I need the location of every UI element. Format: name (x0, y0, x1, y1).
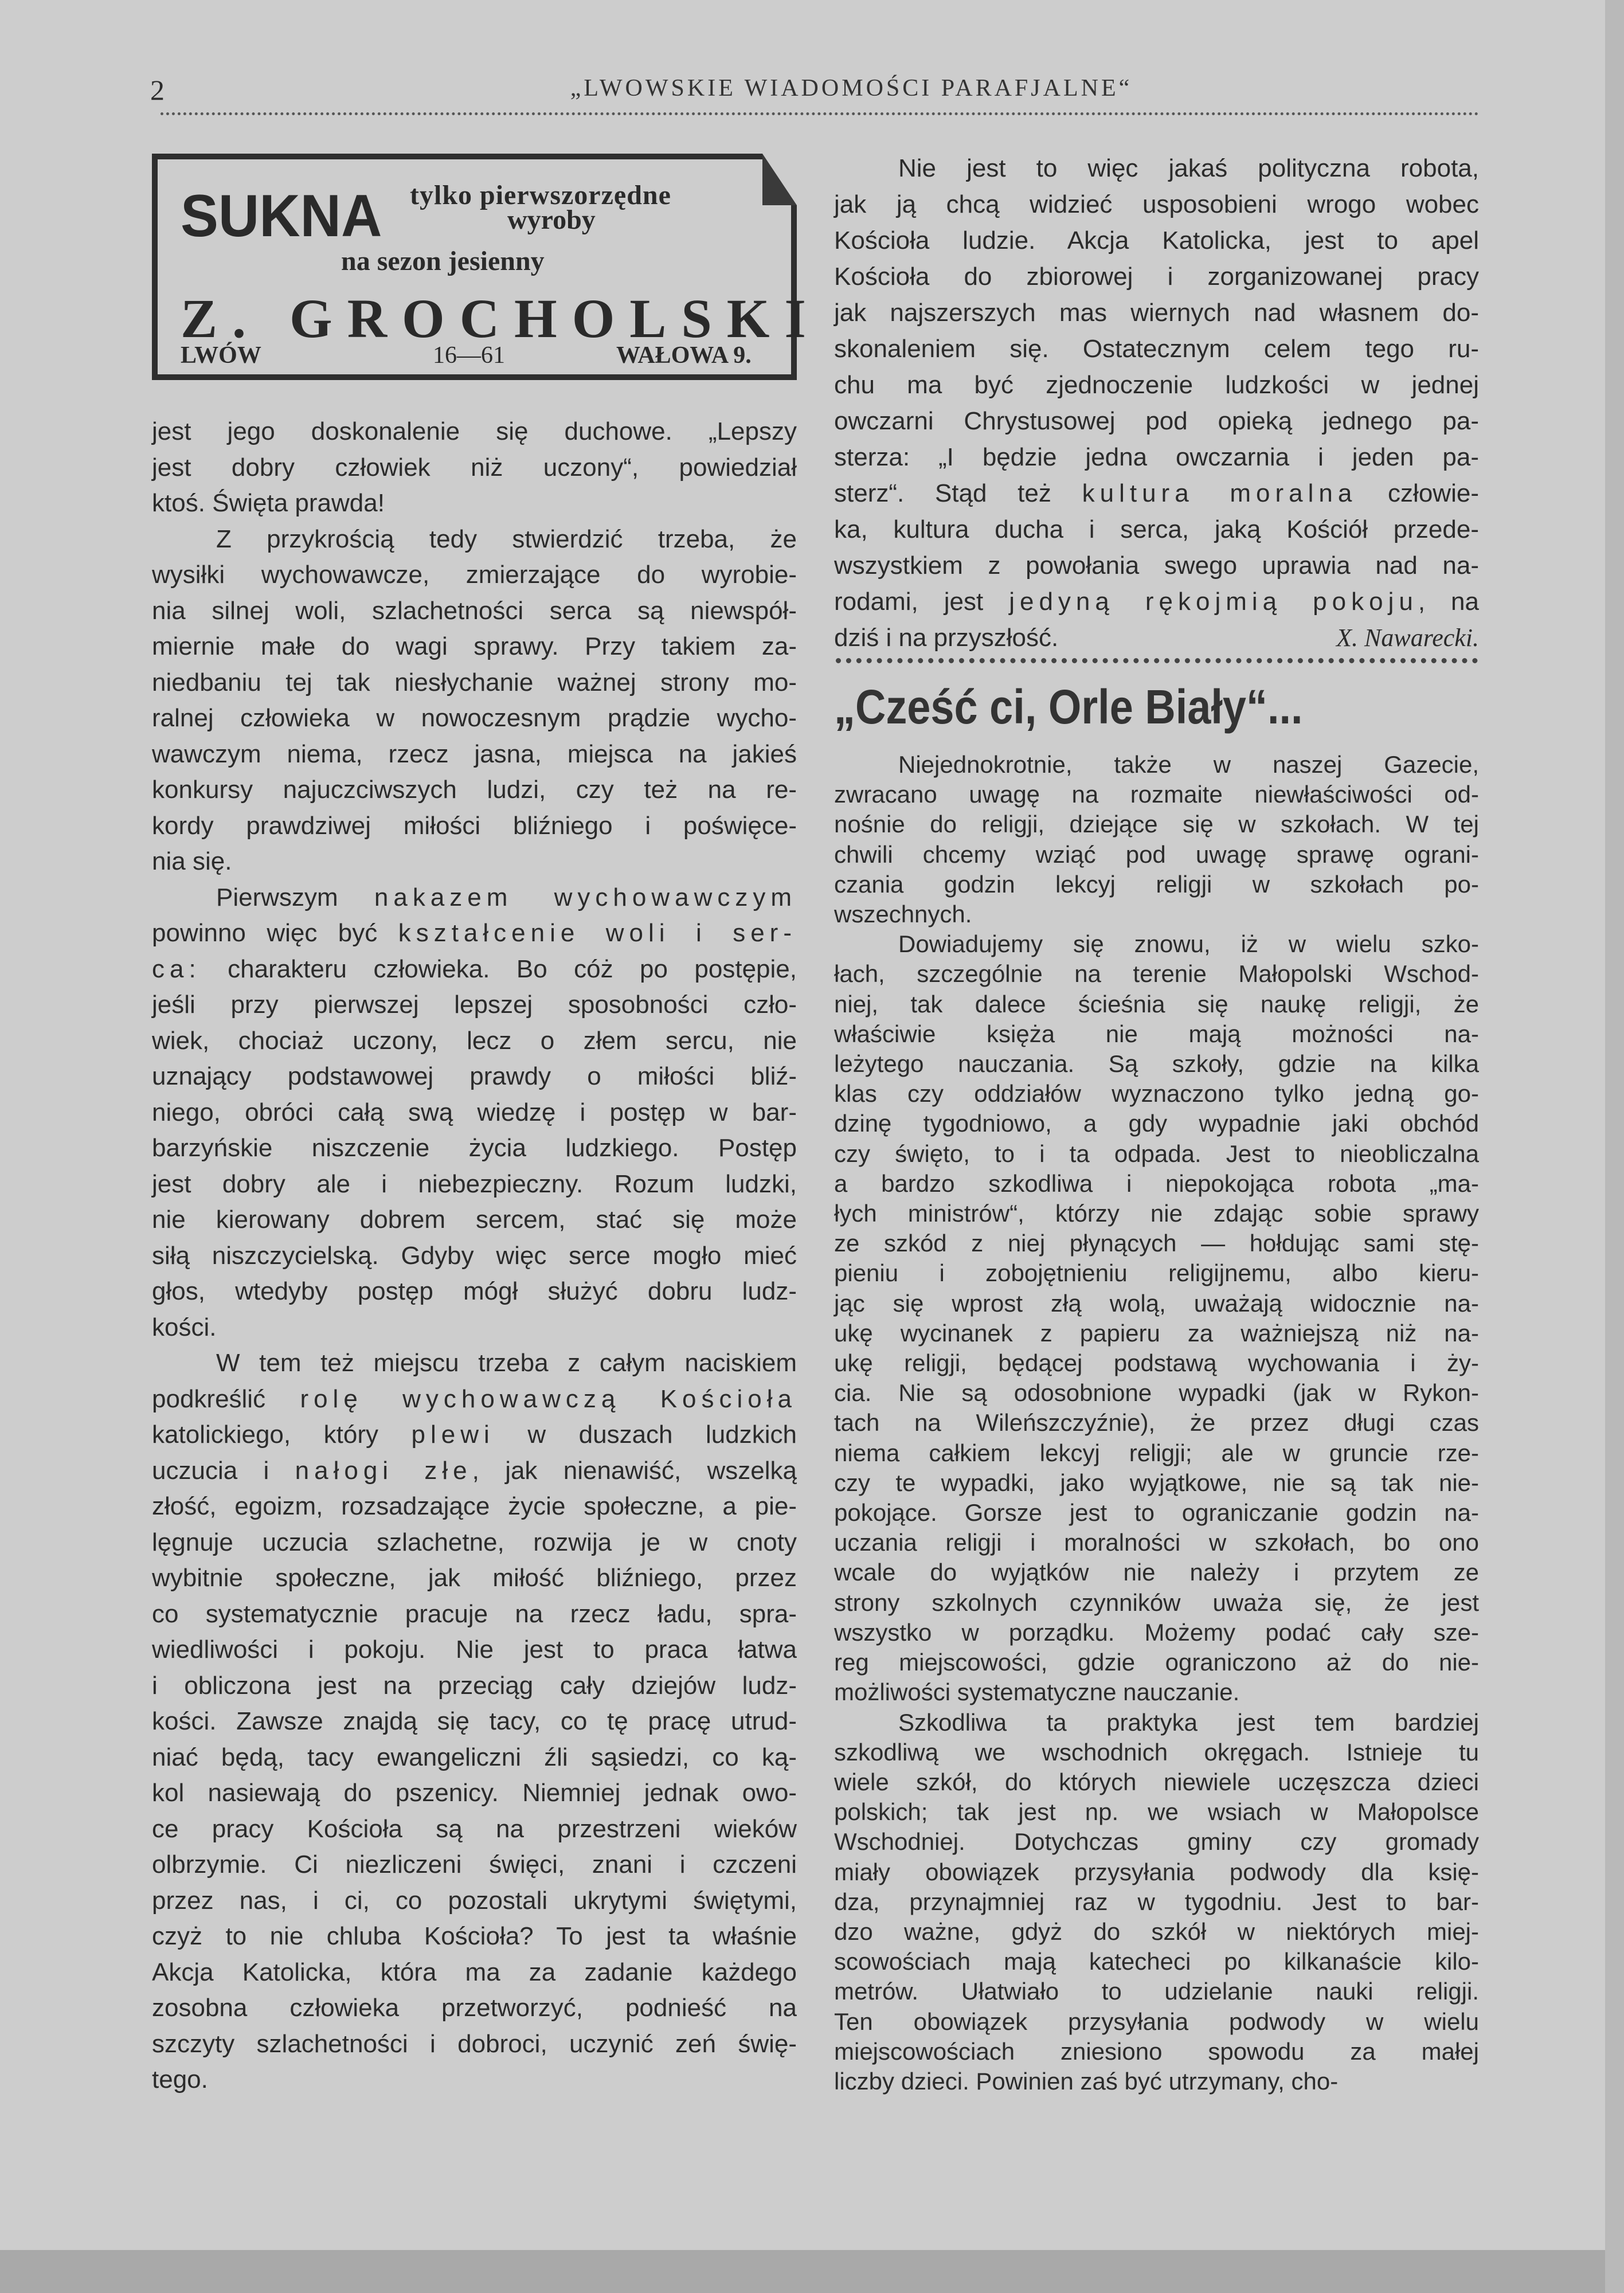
text-segment: Pierwszym (216, 883, 374, 911)
text-line: jest jego doskonalenie się duchowe. „Lepszy (152, 417, 797, 445)
text-line: Z przykrością tedy stwierdzić trzeba, że (216, 525, 797, 553)
text-line: ka, kultura ducha i serca, jaką Kościół przede- (834, 515, 1479, 543)
text-line: nia silnej woli, szlachetności serca są niewspół- (152, 596, 797, 625)
text-line (834, 620, 1479, 656)
text-line: kości. Zawsze znajdą się tacy, co tę pracę utrud- (152, 1707, 797, 1735)
text-line: i obliczona jest na przeciąg cały dziejów ludz- (152, 1671, 797, 1700)
ad-phone: 16—61 (433, 342, 505, 369)
text-line: łych ministrów“, którzy nie zdając sobie sprawy (834, 1200, 1479, 1227)
text-line: nia się. (152, 847, 232, 875)
text-line: wcale do wyjątków nie należy i przytem ze (834, 1559, 1479, 1586)
text-line: czyż to nie chluba Kościoła? To jest ta właśnie (152, 1922, 797, 1950)
text-segment: rodami, jest (834, 588, 1009, 616)
text-line: sterza: „I będzie jedna owczarnia i jeden pa- (834, 443, 1479, 471)
text-line: wszechnych. (834, 901, 972, 928)
text-line: Ten obowiązek przysyłania podwody w wielu (834, 2008, 1479, 2035)
text-line: wiele szkół, do których niewiele uczęszcza dzieci (834, 1768, 1479, 1795)
text-line: łach, szczególnie na terenie Małopolski Wschod- (834, 960, 1479, 988)
text-line: jeśli przy pierwszej lepszej sposobności czło- (152, 991, 797, 1019)
header-rule (161, 112, 1479, 115)
text-line: miały obowiązek przysyłania podwody dla księ- (834, 1858, 1479, 1885)
page-number: 2 (150, 74, 165, 106)
text-line: wybitnie społeczne, jak miłość bliźniego, przez (152, 1564, 797, 1592)
text-segment: charakteru człowieka. Bo cóż po postępie, (201, 954, 797, 983)
text-line: strony szkolnych czynników uważa się, że jest (834, 1588, 1479, 1616)
text-line: uznający podstawowej prawdy o miłości bliź- (152, 1062, 797, 1090)
text-line: niego, obróci całą swą wiedzę i postęp w bar- (152, 1098, 797, 1126)
text-line: wysiłki wychowawcze, zmierzające do wyrobie- (152, 561, 797, 589)
text-line: ukę wycinanek z papieru za ważniejszą niż na- (834, 1319, 1479, 1347)
text-line: tach na Wileńszczyźnie), że przez długi czas (834, 1409, 1479, 1437)
spaced-emphasis: nałogi złe (295, 1456, 472, 1485)
text-line: ralnej człowieka w nowoczesnym prądzie wycho- (152, 704, 797, 732)
text-segment: , na (1418, 588, 1480, 616)
spaced-emphasis: ca: (152, 954, 201, 983)
text-segment: katolickiego, który (152, 1421, 412, 1449)
text-line: wszystko w porządku. Możemy podać cały sze- (834, 1618, 1479, 1646)
text-line: polskich; tak jest np. we wsiach w Małopolsce (834, 1798, 1479, 1826)
text-line (152, 952, 797, 988)
text-line: jak najszerszych mas wiernych nad własnem do- (834, 299, 1479, 327)
text-line: Nie jest to więc jakaś polityczna robota, (898, 154, 1479, 182)
spaced-emphasis: jedyną rękojmią pokoju (1009, 588, 1418, 616)
folded-corner-icon (762, 154, 797, 205)
spaced-emphasis: rolę wychowawczą Kościoła (300, 1384, 797, 1413)
text-line: czy święto, to i ta odpada. Jest to nieobliczalna (834, 1140, 1479, 1167)
text-line (152, 915, 797, 952)
text-line: miejscowościach zniesiono spowodu za małej (834, 2037, 1479, 2065)
text-line: pieniu i zobojętnieniu religijnemu, albo kieru- (834, 1259, 1479, 1287)
text-line: olbrzymie. Ci niezliczeni święci, znani i czczeni (152, 1850, 797, 1879)
text-line (152, 880, 797, 916)
text-line: ktoś. Święta prawda! (152, 489, 385, 517)
text-line: Niejednokrotnie, także w naszej Gazecie, (898, 751, 1479, 778)
text-line: zosobna człowieka przetworzyć, podnieść na (152, 1994, 797, 2022)
text-line: jest dobry człowiek niż uczony“, powiedział (152, 453, 797, 482)
spaced-emphasis: kultura moralna (1082, 479, 1357, 507)
text-line (834, 584, 1479, 620)
text-line: co systematycznie pracuje na rzecz ładu, spra- (152, 1599, 797, 1628)
text-segment: w duszach ludzkich (494, 1421, 797, 1449)
text-line: kości. (152, 1313, 217, 1341)
text-line (152, 1417, 797, 1453)
text-line: lęgnuje uczucia szlachetne, rozwija je w cnoty (152, 1528, 797, 1556)
text-line (152, 1453, 797, 1489)
text-line: jak ją chcą widzieć usposobieni wrogo wobec (834, 190, 1479, 218)
text-line: uczania religji i moralności w szkołach, bo ono (834, 1529, 1479, 1556)
text-line: wiek, chociaż uczony, lecz o złem sercu, nie (152, 1026, 797, 1055)
text-line: ze szkód z niej płynących — hołdując sami stę- (834, 1230, 1479, 1257)
advertisement-box (152, 154, 821, 380)
text-line (834, 475, 1479, 511)
text-line: ukę religji, będącej podstawą wychowania i ży- (834, 1349, 1479, 1377)
text-line: szkodliwą we wschodnich okręgach. Istnieje tu (834, 1738, 1479, 1766)
text-segment: dziś i na przyszłość. (834, 624, 1059, 652)
page-edge-shadow (0, 2250, 1624, 2293)
text-line: niema całkiem lekcyj religji; ale w gruncie rze- (834, 1439, 1479, 1466)
text-line: pokojące. Gorsze jest to ograniczanie godzin na- (834, 1499, 1479, 1527)
text-line: dzinę tygodniowo, a gdy wypadnie jaki obchód (834, 1110, 1479, 1137)
text-line: Dowiadujemy się znowu, iż w wielu szko- (898, 930, 1479, 958)
text-line: konkursy najuczciwszych ludzi, czy też na re- (152, 776, 797, 804)
text-line: kol nasiewają do pszenicy. Niemniej jednak owo- (152, 1779, 797, 1807)
text-line: siłą niszczycielską. Gdyby więc serce mogło mieć (152, 1241, 797, 1270)
text-line: owczarni Chrystusowej pod opieką jednego pa- (834, 407, 1479, 435)
text-line: jest dobry ale i niebezpieczny. Rozum ludzki, (152, 1169, 797, 1198)
left-column-text (152, 414, 797, 2098)
text-line: złość, egoizm, rozsadzające życie społeczne, a pie- (152, 1492, 797, 1520)
ad-address: WAŁOWA 9. (616, 342, 752, 369)
text-line: wiedliwości i pokoju. Nie jest to praca łatwa (152, 1635, 797, 1664)
text-line: Kościoła ludzie. Akcja Katolicka, jest to apel (834, 226, 1479, 255)
text-line: a bardzo szkodliwa i niepokojąca robota „ma- (834, 1169, 1479, 1197)
text-line: jąc się wprost złą wolą, uważają widocznie na- (834, 1289, 1479, 1317)
text-segment: , jak nienawiść, wszelką (472, 1456, 797, 1485)
text-line: czania godzin lekcyj religji w szkołach po- (834, 870, 1479, 898)
text-line: W tem też miejscu trzeba z całym naciskiem (216, 1349, 797, 1377)
text-line: leżytego nauczania. Są szkoły, gdzie na kilka (834, 1050, 1479, 1078)
text-line: niedbaniu tej tak niesłychanie ważnej strony mo- (152, 668, 797, 696)
text-line: reg miejscowości, gdzie ograniczono aż do nie- (834, 1649, 1479, 1676)
text-line: możliwości systematyczne nauczanie. (834, 1678, 1240, 1706)
page-edge-shadow-right (1605, 0, 1624, 2293)
text-line: chu ma być zjednoczenie ludzkości w jednej (834, 371, 1479, 399)
text-line: Akcja Katolicka, która ma za zadanie każdego (152, 1958, 797, 1986)
text-line: scowościach mają katecheci po kilkanaście kilo- (834, 1948, 1479, 1975)
ad-line1: tylko pierwszorzędne (410, 180, 671, 210)
spaced-emphasis: nakazem wychowawczym (374, 883, 797, 911)
text-line: zwracano uwagę na rozmaite niewłaściwości od- (834, 781, 1479, 808)
text-line: barzyńskie niszczenie życia ludzkiego. Postęp (152, 1134, 797, 1162)
text-line: szczyty szlachetności i dobroci, uczynić zeń świę- (152, 2029, 797, 2058)
text-line: niać będą, tacy ewangeliczni źli sąsiedzi, co ką- (152, 1743, 797, 1771)
text-line: niej, tak dalece ścieśnia się naukę religji, że (834, 990, 1479, 1018)
text-segment: sterz“. Stąd też (834, 479, 1082, 507)
ad-headline: SUKNA (181, 183, 382, 249)
text-segment: uczucia i (152, 1456, 295, 1485)
text-line: nie kierowany dobrem sercem, stać się może (152, 1206, 797, 1234)
text-line: wawczym niema, rzecz jasna, miejsca na jakieś (152, 739, 797, 768)
text-segment: człowie- (1357, 479, 1479, 507)
right-column-article-text (834, 750, 1479, 2096)
text-line: nośnie do religji, dziejące się w szkołach. W tej (834, 811, 1479, 838)
text-line: dzo ważne, gdyż do szkół w niektórych miej- (834, 1918, 1479, 1945)
text-line: skonaleniem się. Ostatecznym celem tego ru- (834, 335, 1479, 363)
text-line: miernie małe do wagi sprawy. Przy takiem za- (152, 632, 797, 660)
spaced-emphasis: plewi (411, 1421, 495, 1449)
text-line: liczby dzieci. Powinien zaś być utrzymany, cho- (834, 2067, 1339, 2095)
ad-city: LWÓW (181, 342, 261, 369)
text-line: właściwie księża nie mają możności na- (834, 1020, 1479, 1047)
ad-firm-name: Z. GROCHOLSKI (181, 288, 821, 349)
text-segment: podkreślić (152, 1384, 300, 1413)
spaced-emphasis: kształcenie woli i ser- (398, 919, 797, 947)
author-signature: X. Nawarecki. (1336, 624, 1479, 652)
text-line: chwili chcemy wziąć pod uwagę sprawę ograni- (834, 840, 1479, 868)
ornamental-separator (836, 658, 1478, 663)
text-line: przez nas, i ci, co pozostali ukrytymi świętymi, (152, 1886, 797, 1915)
text-segment: powinno więc być (152, 919, 398, 947)
text-line: głos, wtedyby postęp mógł służyć dobru ludz- (152, 1277, 797, 1305)
ad-line3: na sezon jesienny (341, 246, 545, 276)
ad-line2: wyroby (507, 205, 596, 235)
text-line: czy te wypadki, jako wyjątkowe, nie są tak nie- (834, 1469, 1479, 1496)
running-title: „LWOWSKIE WIADOMOŚCI PARAFJALNE“ (570, 75, 1133, 101)
text-line: cia. Nie są odosobnione wypadki (jak w Rykon- (834, 1379, 1479, 1407)
text-line: Kościoła do zbiorowej i zorganizowanej pracy (834, 263, 1479, 291)
text-line: dza, przynajmniej raz w tygodniu. Jest to bar- (834, 1888, 1479, 1915)
article-title: „Cześć ci, Orle Biały“... (834, 680, 1303, 734)
text-line: ce pracy Kościoła są na przestrzeni wieków (152, 1814, 797, 1843)
text-line: wszystkiem z powołania swego uprawia nad na- (834, 551, 1479, 580)
text-line: metrów. Ułatwiało to udzielanie nauki religji. (834, 1978, 1479, 2005)
text-line: Szkodliwa ta praktyka jest tem bardziej (898, 1708, 1479, 1736)
text-line (152, 1382, 797, 1418)
text-line: kordy prawdziwej miłości bliźniego i poświęce- (152, 811, 797, 840)
text-line: Wschodniej. Dotychczas gminy czy gromady (834, 1828, 1479, 1856)
text-line: klas czy oddziałów wyznaczono tylko jedną go- (834, 1080, 1479, 1108)
text-line: tego. (152, 2065, 208, 2094)
right-column-article-end (834, 150, 1479, 656)
